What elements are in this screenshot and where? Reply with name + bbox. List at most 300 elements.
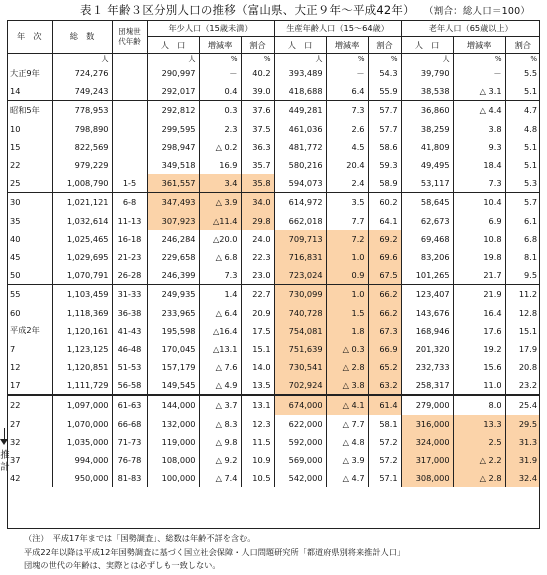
cell-working-population: 730,541 bbox=[274, 358, 326, 376]
cell-elderly-share: 5.1 bbox=[505, 138, 540, 156]
table-row bbox=[7, 230, 540, 248]
table-row bbox=[7, 82, 540, 101]
cell-young-share: 10.9 bbox=[241, 451, 274, 469]
cell-working-population: 481,772 bbox=[288, 141, 323, 152]
cell-working-rate: 3.5 bbox=[326, 193, 368, 212]
cell-elderly-rate: △ 3.1 bbox=[453, 82, 505, 101]
cell-year: 15 bbox=[7, 138, 52, 156]
cell-elderly-rate: 2.5 bbox=[453, 433, 505, 451]
cell-young-rate: △ 0.2 bbox=[199, 138, 241, 156]
cell-working-share: 67.3 bbox=[368, 322, 401, 340]
cell-generation: 71-73 bbox=[112, 433, 147, 451]
cell-elderly-share: 31.9 bbox=[505, 451, 540, 469]
cell-young-rate: △ 3.7 bbox=[199, 395, 241, 414]
cell-elderly-population: 123,407 bbox=[401, 285, 453, 304]
cell-working-share: 58.1 bbox=[368, 415, 401, 433]
cell-working-rate: △ 3.9 bbox=[326, 451, 368, 469]
cell-elderly-rate: 9.3 bbox=[453, 138, 505, 156]
cell-elderly-share: 9.5 bbox=[505, 266, 540, 285]
cell-elderly-population: 62,673 bbox=[420, 215, 450, 226]
cell-total: 1,120,161 bbox=[52, 322, 112, 340]
cell-total: 1,097,000 bbox=[52, 395, 112, 414]
header-total: 総 数 bbox=[52, 20, 112, 54]
unit-cell: 人 bbox=[315, 55, 323, 63]
cell-young-share: 35.8 bbox=[241, 174, 274, 193]
cell-generation: 61-63 bbox=[112, 395, 147, 414]
notes bbox=[24, 532, 405, 573]
cell-working-rate: 0.9 bbox=[326, 266, 368, 285]
cell-young-population: 292,017 bbox=[161, 86, 196, 97]
cell-working-share: 64.1 bbox=[368, 212, 401, 230]
cell-elderly-population: 317,000 bbox=[401, 451, 453, 469]
cell-elderly-population: 49,495 bbox=[420, 160, 450, 171]
cell-working-population: 580,216 bbox=[288, 160, 323, 171]
table-row bbox=[7, 285, 540, 304]
cell-total: 1,070,791 bbox=[52, 266, 112, 285]
cell-working-rate: △ 0.3 bbox=[326, 340, 368, 358]
cell-total: 1,111,729 bbox=[52, 376, 112, 395]
cell-generation bbox=[112, 120, 147, 138]
cell-working-rate: 7.3 bbox=[326, 101, 368, 120]
cell-young-rate: △ 4.9 bbox=[199, 376, 241, 395]
cell-total: 1,032,614 bbox=[52, 212, 112, 230]
cell-generation: 36-38 bbox=[112, 303, 147, 321]
cell-working-share: 66.2 bbox=[368, 303, 401, 321]
cell-working-share: 66.2 bbox=[368, 285, 401, 304]
cell-elderly-rate: 17.6 bbox=[453, 322, 505, 340]
cell-working-share: 55.9 bbox=[368, 82, 401, 101]
cell-generation: 46-48 bbox=[112, 340, 147, 358]
cell-total: 950,000 bbox=[52, 469, 112, 487]
cell-young-share: 29.8 bbox=[241, 212, 274, 230]
cell-total: 1,070,000 bbox=[52, 415, 112, 433]
cell-elderly-population: 324,000 bbox=[401, 433, 453, 451]
cell-year: 10 bbox=[7, 120, 52, 138]
cell-working-population: 569,000 bbox=[288, 455, 323, 466]
cell-elderly-rate: 10.4 bbox=[453, 193, 505, 212]
cell-working-population: 461,036 bbox=[288, 123, 323, 134]
projection-char: 計 bbox=[0, 462, 10, 473]
cell-working-population: 702,924 bbox=[274, 376, 326, 395]
cell-young-share: 34.0 bbox=[241, 193, 274, 212]
projection-row bbox=[7, 433, 540, 451]
cell-working-rate: 20.4 bbox=[326, 156, 368, 174]
cell-young-share: 22.3 bbox=[241, 248, 274, 266]
cell-young-population: 229,658 bbox=[161, 251, 196, 262]
projection-marker bbox=[0, 428, 12, 538]
cell-young-share: 23.0 bbox=[241, 266, 274, 285]
cell-elderly-population: 36,860 bbox=[401, 101, 453, 120]
cell-elderly-share: 11.2 bbox=[505, 285, 540, 304]
projection-row bbox=[7, 451, 540, 469]
cell-young-share: 37.6 bbox=[241, 101, 274, 120]
cell-year: 55 bbox=[7, 285, 52, 304]
cell-young-rate: △ 9.8 bbox=[199, 433, 241, 451]
cell-generation: 21-23 bbox=[112, 248, 147, 266]
cell-year: 60 bbox=[7, 303, 52, 321]
cell-young-rate: △ 8.3 bbox=[199, 415, 241, 433]
table-row bbox=[7, 303, 540, 321]
header-elderly-rate: 増減率 bbox=[453, 37, 505, 54]
cell-working-rate: 2.4 bbox=[326, 174, 368, 193]
cell-young-population: 299,595 bbox=[161, 123, 196, 134]
population-table bbox=[7, 20, 540, 487]
cell-elderly-population: 201,320 bbox=[415, 343, 450, 354]
cell-working-rate: 1.0 bbox=[326, 285, 368, 304]
cell-elderly-rate: △ 4.4 bbox=[453, 101, 505, 120]
cell-working-share: 54.3 bbox=[368, 64, 401, 82]
header-working-population: 人 口 bbox=[274, 37, 326, 54]
cell-working-rate: △ 2.8 bbox=[326, 358, 368, 376]
cell-young-rate: △ 9.2 bbox=[199, 451, 241, 469]
cell-elderly-population: 232,733 bbox=[415, 362, 450, 373]
cell-working-population: 542,000 bbox=[288, 473, 323, 484]
cell-elderly-share: 8.1 bbox=[505, 248, 540, 266]
cell-working-population: 393,489 bbox=[288, 68, 323, 79]
cell-generation: 6-8 bbox=[112, 193, 147, 212]
cell-generation bbox=[112, 82, 147, 101]
cell-total: 822,569 bbox=[52, 138, 112, 156]
cell-elderly-rate: － bbox=[453, 64, 505, 82]
cell-elderly-population: 168,946 bbox=[415, 325, 450, 336]
cell-total: 1,021,121 bbox=[52, 193, 112, 212]
table-row bbox=[7, 322, 540, 340]
cell-total: 1,118,369 bbox=[52, 303, 112, 321]
cell-working-population: 592,000 bbox=[288, 436, 323, 447]
cell-young-share: 13.1 bbox=[241, 395, 274, 414]
cell-working-population: 622,000 bbox=[288, 418, 323, 429]
cell-year: 7 bbox=[7, 340, 52, 358]
cell-working-rate: 2.6 bbox=[326, 120, 368, 138]
cell-elderly-rate: 13.3 bbox=[453, 415, 505, 433]
cell-working-population: 740,728 bbox=[274, 303, 326, 321]
cell-elderly-rate: 7.3 bbox=[453, 174, 505, 193]
cell-young-share: 10.5 bbox=[241, 469, 274, 487]
cell-working-rate: 7.7 bbox=[326, 212, 368, 230]
cell-working-population: 594,073 bbox=[288, 178, 323, 189]
cell-generation: 11-13 bbox=[112, 212, 147, 230]
cell-young-rate: △11.4 bbox=[199, 212, 241, 230]
cell-year: 12 bbox=[7, 358, 52, 376]
cell-young-share: 37.5 bbox=[241, 120, 274, 138]
cell-working-population: 709,713 bbox=[274, 230, 326, 248]
cell-young-rate: 7.3 bbox=[199, 266, 241, 285]
cell-working-share: 60.2 bbox=[368, 193, 401, 212]
table-row bbox=[7, 138, 540, 156]
cell-elderly-rate: 10.8 bbox=[453, 230, 505, 248]
cell-generation: 66-68 bbox=[112, 415, 147, 433]
cell-young-share: 11.5 bbox=[241, 433, 274, 451]
cell-young-rate: 3.4 bbox=[199, 174, 241, 193]
cell-working-population: 418,688 bbox=[288, 86, 323, 97]
cell-elderly-share: 5.7 bbox=[505, 193, 540, 212]
unit-cell: % bbox=[505, 54, 540, 65]
cell-working-share: 59.3 bbox=[368, 156, 401, 174]
cell-elderly-population: 308,000 bbox=[401, 469, 453, 487]
header-working-rate: 増減率 bbox=[326, 37, 368, 54]
cell-elderly-rate: 3.8 bbox=[453, 120, 505, 138]
table-row bbox=[7, 358, 540, 376]
cell-year: 45 bbox=[7, 248, 52, 266]
projection-row bbox=[7, 395, 540, 414]
cell-young-share: 12.3 bbox=[241, 415, 274, 433]
cell-year: 22 bbox=[7, 156, 52, 174]
cell-elderly-share: 4.7 bbox=[505, 101, 540, 120]
header-generation: 団塊世代年齢 bbox=[112, 20, 147, 54]
cell-elderly-population: 53,117 bbox=[420, 178, 450, 189]
cell-elderly-population: 39,790 bbox=[420, 68, 450, 79]
cell-young-population: 249,935 bbox=[147, 285, 199, 304]
cell-young-rate: △ 7.6 bbox=[199, 358, 241, 376]
unit-cell: 人 bbox=[52, 54, 112, 65]
cell-total: 1,025,465 bbox=[52, 230, 112, 248]
table-row bbox=[7, 376, 540, 395]
header-elderly: 老年人口（65歳以上） bbox=[401, 20, 540, 37]
cell-young-share: 24.0 bbox=[241, 230, 274, 248]
cell-working-rate: 6.4 bbox=[326, 82, 368, 101]
cell-year: 17 bbox=[7, 376, 52, 395]
cell-young-population: 361,557 bbox=[147, 174, 199, 193]
cell-young-population: 246,284 bbox=[161, 233, 196, 244]
projection-label bbox=[0, 450, 10, 474]
cell-young-population: 170,045 bbox=[161, 343, 196, 354]
cell-generation bbox=[112, 101, 147, 120]
cell-year: 昭和5年 bbox=[7, 101, 52, 120]
projection-row bbox=[7, 469, 540, 487]
cell-young-population: 298,947 bbox=[161, 141, 196, 152]
cell-elderly-share: 32.4 bbox=[505, 469, 540, 487]
cell-young-rate: △ 7.4 bbox=[199, 469, 241, 487]
cell-generation: 76-78 bbox=[112, 451, 147, 469]
cell-young-share: 22.7 bbox=[241, 285, 274, 304]
cell-total: 1,008,790 bbox=[52, 174, 112, 193]
cell-working-rate: 7.2 bbox=[326, 230, 368, 248]
header-young: 年少人口（15歳未満） bbox=[147, 20, 274, 37]
cell-working-population: 674,000 bbox=[274, 395, 326, 414]
cell-total: 1,035,000 bbox=[52, 433, 112, 451]
unit-cell: 人 bbox=[188, 55, 196, 63]
cell-young-population: 233,965 bbox=[161, 307, 196, 318]
cell-generation: 26-28 bbox=[112, 266, 147, 285]
cell-young-population: 108,000 bbox=[161, 455, 196, 466]
cell-young-rate: － bbox=[199, 64, 241, 82]
cell-working-share: 57.1 bbox=[368, 469, 401, 487]
cell-working-rate: △ 7.7 bbox=[326, 415, 368, 433]
cell-young-rate: 16.9 bbox=[199, 156, 241, 174]
cell-generation bbox=[112, 64, 147, 82]
cell-working-share: 58.6 bbox=[368, 138, 401, 156]
cell-working-share: 69.6 bbox=[368, 248, 401, 266]
unit-cell: % bbox=[326, 54, 368, 65]
cell-elderly-share: 20.8 bbox=[505, 358, 540, 376]
cell-young-rate: 2.3 bbox=[199, 120, 241, 138]
cell-elderly-population: 69,468 bbox=[420, 233, 450, 244]
cell-young-rate: 0.3 bbox=[199, 101, 241, 120]
cell-young-share: 35.7 bbox=[241, 156, 274, 174]
cell-working-population: 614,972 bbox=[274, 193, 326, 212]
table-row bbox=[7, 101, 540, 120]
cell-elderly-share: 17.9 bbox=[505, 340, 540, 358]
cell-elderly-rate: △ 2.2 bbox=[453, 451, 505, 469]
cell-total: 1,029,695 bbox=[52, 248, 112, 266]
table-title bbox=[80, 2, 530, 18]
table-row bbox=[7, 64, 540, 82]
projection-char: 推 bbox=[0, 450, 10, 461]
unit-cell bbox=[7, 54, 52, 65]
table-row bbox=[7, 340, 540, 358]
cell-young-share: 17.5 bbox=[241, 322, 274, 340]
cell-elderly-share: 5.5 bbox=[505, 64, 540, 82]
cell-total: 778,953 bbox=[52, 101, 112, 120]
cell-young-population: 149,545 bbox=[161, 380, 196, 391]
cell-generation: 56-58 bbox=[112, 376, 147, 395]
cell-working-share: 57.2 bbox=[368, 433, 401, 451]
cell-year: 27 bbox=[7, 415, 52, 433]
header-elderly-population: 人 口 bbox=[401, 37, 453, 54]
cell-generation: 81-83 bbox=[112, 469, 147, 487]
cell-working-rate: 1.8 bbox=[326, 322, 368, 340]
cell-elderly-share: 6.1 bbox=[505, 212, 540, 230]
cell-working-share: 57.7 bbox=[368, 120, 401, 138]
cell-working-population: 754,081 bbox=[274, 322, 326, 340]
cell-young-population: 144,000 bbox=[147, 395, 199, 414]
cell-young-share: 36.3 bbox=[241, 138, 274, 156]
cell-year: 32 bbox=[7, 433, 52, 451]
note-line: 平成22年以降は平成12年国勢調査に基づく国立社会保障・人口問題研究所「都道府県別将来推計人口」 bbox=[24, 546, 406, 557]
cell-young-population: 195,598 bbox=[161, 325, 196, 336]
cell-total: 994,000 bbox=[52, 451, 112, 469]
table-row bbox=[7, 120, 540, 138]
cell-year: 22 bbox=[7, 395, 52, 414]
cell-young-population: 349,518 bbox=[161, 160, 196, 171]
cell-young-rate: △ 3.9 bbox=[199, 193, 241, 212]
header-working: 生産年齢人口（15～64歳） bbox=[274, 20, 401, 37]
cell-young-share: 13.5 bbox=[241, 376, 274, 395]
table-row bbox=[7, 248, 540, 266]
unit-cell: % bbox=[199, 54, 241, 65]
unit-cell: % bbox=[453, 54, 505, 65]
cell-generation bbox=[112, 138, 147, 156]
cell-young-share: 15.1 bbox=[241, 340, 274, 358]
cell-working-rate: 1.0 bbox=[326, 248, 368, 266]
cell-working-share: 61.4 bbox=[368, 395, 401, 414]
cell-elderly-share: 5.1 bbox=[505, 82, 540, 101]
header-year: 年 次 bbox=[7, 20, 52, 54]
cell-total: 798,890 bbox=[52, 120, 112, 138]
cell-year: 42 bbox=[7, 469, 52, 487]
cell-elderly-share: 12.8 bbox=[505, 303, 540, 321]
cell-working-rate: △ 4.7 bbox=[326, 469, 368, 487]
note-line: （注） 平成17年までは「国勢調査」、総数は年齢不詳を含む。 bbox=[24, 533, 256, 543]
cell-total: 1,120,851 bbox=[52, 358, 112, 376]
table-row bbox=[7, 266, 540, 285]
cell-elderly-rate: 8.0 bbox=[453, 395, 505, 414]
cell-working-share: 58.9 bbox=[368, 174, 401, 193]
cell-young-rate: △20.0 bbox=[199, 230, 241, 248]
cell-elderly-rate: 21.7 bbox=[453, 266, 505, 285]
cell-generation: 31-33 bbox=[112, 285, 147, 304]
cell-elderly-share: 5.1 bbox=[505, 156, 540, 174]
cell-year: 40 bbox=[7, 230, 52, 248]
cell-elderly-share: 31.3 bbox=[505, 433, 540, 451]
header-elderly-share: 割合 bbox=[505, 37, 540, 54]
cell-elderly-share: 25.4 bbox=[505, 395, 540, 414]
cell-working-rate: － bbox=[326, 64, 368, 82]
table-row bbox=[7, 174, 540, 193]
cell-working-share: 66.9 bbox=[368, 340, 401, 358]
title-note: （割合：総人口＝100） bbox=[428, 6, 531, 17]
cell-young-population: 246,399 bbox=[161, 270, 196, 281]
table-row bbox=[7, 156, 540, 174]
cell-young-share: 39.0 bbox=[241, 82, 274, 101]
cell-young-population: 100,000 bbox=[161, 473, 196, 484]
cell-elderly-share: 6.8 bbox=[505, 230, 540, 248]
cell-elderly-rate: 11.0 bbox=[453, 376, 505, 395]
cell-year: 35 bbox=[7, 212, 52, 230]
header-row-1 bbox=[7, 20, 540, 37]
cell-young-share: 20.9 bbox=[241, 303, 274, 321]
cell-total: 749,243 bbox=[52, 82, 112, 101]
cell-working-rate: △ 4.8 bbox=[326, 433, 368, 451]
cell-working-rate: 1.5 bbox=[326, 303, 368, 321]
title-text: 表１ 年齢３区分別人口の推移（富山県、大正９年～平成42年） bbox=[80, 3, 415, 17]
unit-cell: 人 bbox=[442, 55, 450, 63]
cell-elderly-rate: 15.6 bbox=[453, 358, 505, 376]
cell-elderly-population: 38,259 bbox=[420, 123, 450, 134]
cell-elderly-rate: 16.4 bbox=[453, 303, 505, 321]
cell-young-population: 307,923 bbox=[147, 212, 199, 230]
cell-elderly-share: 29.5 bbox=[505, 415, 540, 433]
cell-young-population: 119,000 bbox=[161, 436, 196, 447]
cell-elderly-population: 279,000 bbox=[401, 395, 453, 414]
cell-working-population: 730,099 bbox=[274, 285, 326, 304]
header-young-rate: 増減率 bbox=[199, 37, 241, 54]
cell-young-rate: △16.4 bbox=[199, 322, 241, 340]
cell-total: 1,103,459 bbox=[52, 285, 112, 304]
cell-year: 平成2年 bbox=[7, 322, 52, 340]
cell-young-population: 347,493 bbox=[147, 193, 199, 212]
cell-young-rate: 1.4 bbox=[199, 285, 241, 304]
down-arrow-icon bbox=[0, 439, 8, 445]
cell-elderly-population: 41,809 bbox=[420, 141, 450, 152]
cell-elderly-share: 4.8 bbox=[505, 120, 540, 138]
cell-generation: 1-5 bbox=[112, 174, 147, 193]
cell-elderly-population: 38,538 bbox=[420, 86, 450, 97]
cell-young-rate: △ 6.4 bbox=[199, 303, 241, 321]
cell-young-rate: △13.1 bbox=[199, 340, 241, 358]
cell-year: 50 bbox=[7, 266, 52, 285]
cell-elderly-rate: 18.4 bbox=[453, 156, 505, 174]
cell-working-population: 449,281 bbox=[274, 101, 326, 120]
cell-young-population: 290,997 bbox=[161, 68, 196, 79]
cell-generation: 51-53 bbox=[112, 358, 147, 376]
cell-elderly-rate: △ 2.8 bbox=[453, 469, 505, 487]
unit-row bbox=[7, 54, 540, 65]
cell-elderly-population: 143,676 bbox=[415, 307, 450, 318]
cell-total: 979,229 bbox=[52, 156, 112, 174]
cell-elderly-population: 58,645 bbox=[401, 193, 453, 212]
cell-young-population: 157,179 bbox=[161, 362, 196, 373]
cell-young-population: 292,812 bbox=[147, 101, 199, 120]
cell-working-population: 662,018 bbox=[288, 215, 323, 226]
cell-year: 25 bbox=[7, 174, 52, 193]
cell-elderly-share: 5.3 bbox=[505, 174, 540, 193]
table-row bbox=[7, 212, 540, 230]
cell-elderly-rate: 6.9 bbox=[453, 212, 505, 230]
cell-young-population: 132,000 bbox=[161, 418, 196, 429]
cell-elderly-share: 15.1 bbox=[505, 322, 540, 340]
cell-working-rate: △ 4.1 bbox=[326, 395, 368, 414]
